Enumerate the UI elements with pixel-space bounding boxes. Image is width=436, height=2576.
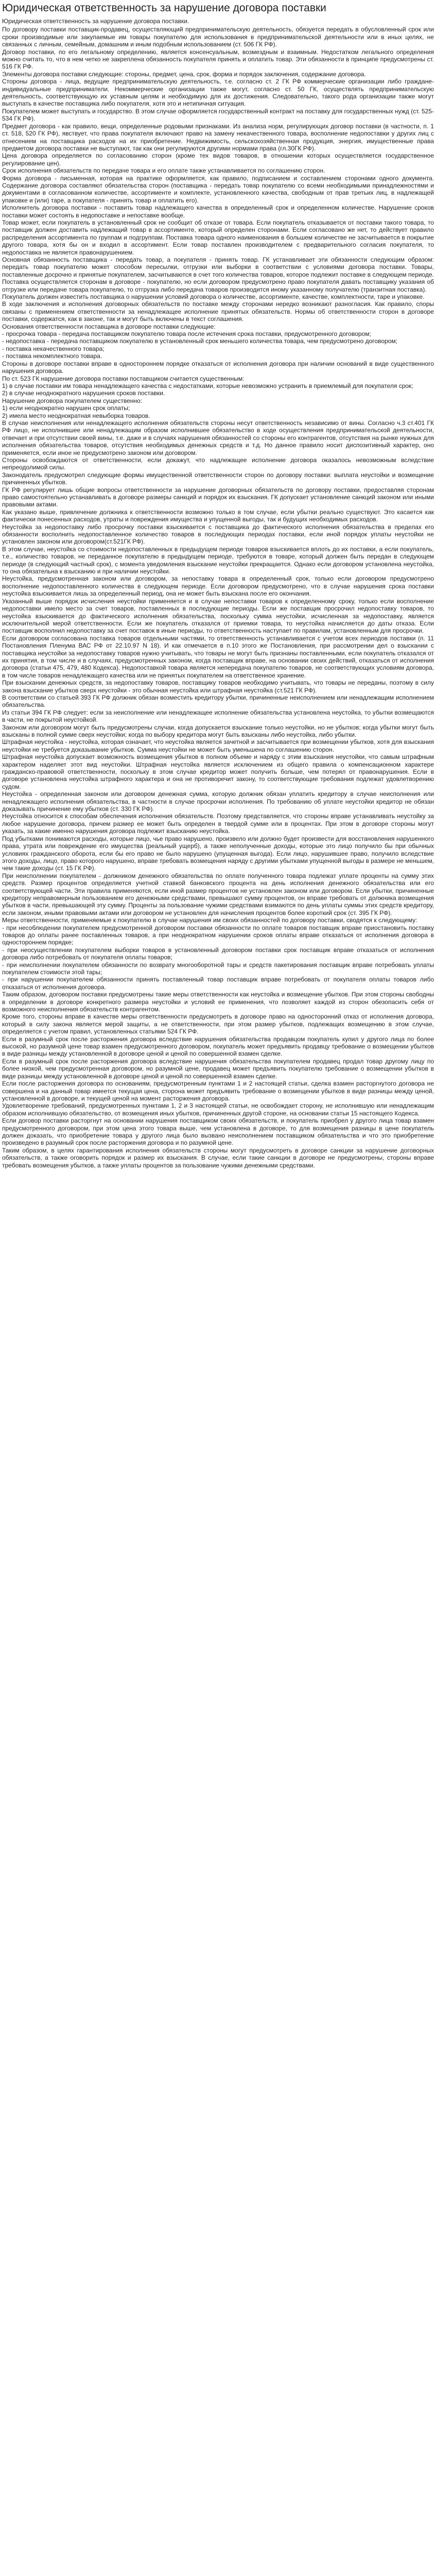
article-paragraph: Удовлетворение требований, предусмотренных пунктами 1, 2 и 3 настоящей статьи, не освобождает сторону, не исполнившую или ненадлежащим образом исполнившую обязательство, от возмещения иных убытков, причиненных другой стороне, на основании статьи 15 настоящего Кодекса. [2,1102,434,1117]
article-paragraph: В ходе заключения и исполнения договорных обязательств по поставке между сторонами нередко возникают разногласия. Как правило, споры связаны с применением ответственности за ненадлежащее исполнение принятых обязательств. Нормы об ответственности сторон в договоре поставки, содержатся, как в законе, так и могут быть включены в текст соглашения. [2,300,434,323]
article-paragraph: - просрочка товара - передача поставщиком покупателю товара после истечения срока поставки, предусмотренного договором; [2,330,371,338]
article-paragraph: Неустойка за недопоставку либо просрочку поставки взыскивается с поставщика до фактического исполнения обязательства в пределах его обязанности восполнить недопоставленное количество товаров в последующих периодах поставки, если иной порядок уплаты неустойки не установлен законом или договором(ст.521ГК РФ). [2,523,434,546]
article-paragraph: - поставка некомплектного товара. [2,352,102,360]
article-paragraph: Штрафная неустойка - неустойка, которая означает, что неустойка является зачетной и засчитывается при возмещении убытков, хотя для взыскания неустойки не требуется доказывание убытков. Сумма неустойки не может быть уменьшена по соглашению сторон. [2,738,434,753]
article-paragraph: Нарушение договора покупателем существенно: [2,397,143,404]
article-paragraph: Законом или договором могут быть предусмотрены случаи, когда допускается взыскание только неустойки, но не убытков; когда убытки могут быть взысканы в полной сумме сверх неустойки; когда по выбору кредитора могут быть взысканы либо неустойка, либо убытки. [2,723,434,738]
article-page [0,0,436,1169]
article-paragraph: - при несоблюдении покупателем предусмотренной договором поставки обязанности по оплате товаров поставщик вправе приостановить поставку товаров до оплаты ранее поставленных товаров, а при неоднократном нарушении сроков оплаты вправе отказаться от исполнения договора в одностороннем порядке; [2,924,434,946]
article-paragraph: - недопоставка - передача поставщиком покупателю в установленный срок меньшего количества товара, чем предусмотрено договором; [2,337,397,345]
article-paragraph: Таким образом, договором поставки предусмотрены такие меры ответственности как неустойка и возмещение убытков. При этом стороны свободны в определении в договоре конкретного размера неустойки и условий ее применения, что позволяет каждой из сторон обезопасить себя от возможного неисполнения обязательств контрагентом. [2,991,434,1013]
article-paragraph: Если после расторжения договора по основаниям, предусмотренным пунктами 1 и 2 настоящей статьи, сделка взамен расторгнутого договора не совершена и на данный товар имеется текущая цена, сторона может предъявить требование о возмещении убытков в виде разницы между ценой, установленной в договоре, и текущей ценой на момент расторжения договора. [2,1080,434,1102]
article-paragraph: Цена договора определяется по согласованию сторон (кроме тех видов товаров, в отношении которых осуществляется государственное регулирование цен). [2,152,434,167]
article-paragraph: Исполнитель договора поставки - поставить товар надлежащего качества в определенный срок и определенном количестве. Нарушение сроков поставки может состоять в недопоставке и непоставке вообще. [2,204,434,219]
article-paragraph: Как указано выше, привлечение должника к ответственности возможно только в том случае, если убытки реально существуют. Это касается как фактически понесенных расходов, утраты и повреждения имущества и упущенной выгоды, так и будущих необходимых расходов. [2,508,434,523]
article-paragraph: 1) в случае поставки им товара ненадлежащего качества с недостатками, которые невозможно устранить в приемлемый для покупателя срок; [2,382,413,389]
article-paragraph: Законодатель предусмотрел следующие формы имущественной ответственности сторон по договору поставки: выплата неустойки и возмещение причиненных убытков. [2,471,434,486]
article-paragraph: Товар может, если покупатель в установленный срок не сообщит об отказе от товара. Если покупатель отказывается от поставки такого товара, то поставщик должен доставить надлежащий товар в ассортименте, который определен сторонами. Если согласовано же нет, то действует правило распределения ассортимента по группам и подгруппам. Поставка товара одного наименования в большем количестве не засчитывается в покрытие другого товара, хотя бы он и входил в ассортимент. Если товар поставлен производителем с предварительного согласия покупателя, то недопоставка не является правонарушением. [2,218,434,256]
article-paragraph: Если в разумный срок после расторжения договора вследствие нарушения обязательства продавцом покупатель купил у другого лица по более высокой, но разумной цене товар взамен предусмотренного договором, покупатель может предъявить продавцу требование о возмещении убытков в виде разницы между установленной в договоре ценой и ценой по совершенной взамен сделке. [2,1035,434,1058]
article-paragraph: По ст. 523 ГК нарушение договора поставки поставщиком считается существенным: [2,375,245,382]
page-title: Юридическая ответственность за нарушение договора поставки [2,2,326,14]
article-paragraph: В случае неисполнения или ненадлежащего исполнения обязательств стороны несут ответственность независимо от вины. Согласно ч.3 ст.401 ГК РФ лицо, не исполнившее или ненадлежащим образом исполнившее обязательство в ходе осуществления предпринимательской деятельности, отвечает и при отсутствии своей вины, т.е. даже и в случаях нарушения обязанностей со стороны его контрагентов, отсутствия на рынке нужных для исполнения обязательства товаров, отсутствия необходимых денежных средств и т.д. Но данное правило носит диспозитивный характер, оно применяется, если иное не предусмотрено законом или договором. [2,419,434,456]
article-paragraph: 2) имела место неоднократная невыборка товаров. [2,412,150,419]
article-paragraph: Под убытками понимаются расходы, которые лицо, чье право нарушено, произвело или должно будет произвести для восстановления нарушенного права, утрата или повреждение его имущества (реальный ущерб), а также неполученные доходы, которые это лицо получило бы при обычных условиях гражданского оборота, если бы его право не было нарушено (упущенная выгода). Если лицо, нарушившее право, получило вследствие этого доходы, лицо, право которого нарушено, вправе требовать возмещения наряду с другими убытками упущенной выгоды в размере не меньшем, чем такие доходы (ст. 15 ГК РФ). [2,835,434,872]
article-paragraph: ГК РФ регулирует лишь общие вопросы ответственности за нарушение договорных обязательств по договору поставки, предоставляя сторонам право самостоятельно устанавливать в договоре размеры санкций и порядок их взыскания. ГК допускает установление санкций законом или иными правовыми актами. [2,486,434,509]
article-paragraph: Штрафная неустойка допускает возможность возмещения убытков в полном объеме и наряду с этим взыскания неустойки, что самым штрафным характером наделяет этот вид неустойки. Штрафная неустойка является исключением из общего правила о компенсационном характере гражданско-правовой ответственности, поскольку в этом случае кредитор может получить больше, чем потерял от правонарушения. Если в договоре установлена неустойка штрафного характера и она не противоречит закону, то соответствующие требования подлежат удовлетворению судом. [2,753,434,790]
article-paragraph: Покупатель должен известить поставщика о нарушении условий договора о количестве, ассортименте, качестве, комплектности, таре и упаковке. [2,293,425,301]
article-paragraph: Стороны договора - лица, ведущие предпринимательскую деятельность, т.е. согласно ст. 2 ГК РФ коммерческие организации либо граждане-индивидуальные предприниматели. Некоммерческие организации также могут, согласно ст. 50 ГК, осуществлять предпринимательскую деятельность, соответствующую их уставным целям и необходимую для их достижения. Следовательно, такого рода организации также могут выступать в качестве поставщика либо покупателя, хотя это и нетипичная ситуация. [2,78,434,108]
article-paragraph: Если в разумный срок после расторжения договора вследствие нарушения обязательства покупателем продавец продал товар другому лицу по более низкой, чем предусмотренная договором, но разумной цене, продавец может предъявить покупателю требование о возмещении убытков в виде разницы между установленной в договоре ценой и ценой по совершенной взамен сделке. [2,1057,434,1080]
article-paragraph: Из статьи 394 ГК РФ следует: если за неисполнение или ненадлежащее исполнение обязательства установлена неустойка, то убытки возмещаются в части, не покрытой неустойкой. [2,708,434,724]
article-paragraph: Основная обязанность поставщика - передать товар, а покупателя - принять товар. ГК устанавливает эти обязанности следующим образом: передать товар покупателю может способом пересылки, отгрузки или выборки в соответствии с условиями договора поставки. Товары, поставленные досрочно и принятые покупателем, засчитываются в счет того количества товаров, которое подлежит поставке в следующем периоде. Поставка осуществляется сторонам в договоре - покупателю, но если договором предусмотрено право покупателя давать поставщику указания об отгрузке или передаче товара покупателю, то отгрузка либо передача товаров производится иному указанному получателю (транзитная поставка). [2,256,434,293]
article-paragraph: В соответствии со статьей 393 ГК РФ должник обязан возместить кредитору убытки, причиненные неисполнением или ненадлежащим исполнением обязательства. [2,693,434,709]
article-paragraph: Договор поставки, по его легальному определению, является консенсуальным, возмездным и взаимным. Недостатком легального определения можно считать то, что в нем четко не закреплена обязанность покупателя принять и оплатить товар. Эти обязанности в принципе предусмотрены ст. 516 ГК РФ. [2,48,434,71]
article-paragraph: Стороны в договоре поставки вправе в одностороннем порядке отказаться от исполнения договора при наличии оснований в виде существенного нарушения договора. [2,360,434,375]
article-paragraph: Если договор поставки расторгнут на основании нарушения поставщиком своих обязательств, и покупатель приобрел у другого лица товар взамен предусмотренного договором, при этом цена этого товара выше, чем установлена в договоре, то для возмещения разницы в цене покупатель должен доказать, что приобретение товара у другого лица было вызвано неисполнением поставщиком обязательства и что это приобретение произведено в разумный срок после расторжения договора и по разумной цене. [2,1117,434,1147]
article-paragraph: Неустойка - определенная законом или договором денежная сумма, которую должник обязан уплатить кредитору в случае неисполнения или ненадлежащего исполнения обязательства, в частности в случае просрочки исполнения. По требованию об уплате неустойки кредитор не обязан доказывать причинение ему убытков (ст. 330 ГК РФ). [2,790,434,813]
article-paragraph: При взыскании денежных средств, за недопоставку товаров, поставщику товаров необходимо учитывать, что товары не переданы, поэтому в силу закона взыскание убытков сверх неустойки - это обычная неустойка или штрафная неустойка (ст.521 ГК РФ). [2,679,434,694]
article-paragraph: Кроме того, стороны вправе в качестве меры ответственности предусмотреть в договоре право на односторонний отказ от исполнения договора, который в силу закона является мерой защиты, а не ответственности, при этом размер убытков, подлежащих возмещению в этом случае, определяется с учетом правил, установленных статьями 524 ГК РФ. [2,1013,434,1036]
article-paragraph: - при неосуществлении покупателем выборки товаров в установленный договором поставки срок поставщик вправе отказаться от исполнения договора либо потребовать от покупателя оплаты товаров; [2,946,434,961]
article-paragraph: Если договором согласована поставка товаров отдельными частями, то ответственность устанавливается с учетом всех периодов поставки (п. 11 Постановления Пленума ВАС РФ от 22.10.97 N 18). И как отмечается в п.10 этого же Постановления, при рассмотрении дел о взыскании с поставщика неустойки за недопоставку товаров нужно учитывать, что товары не могут быть признаны поставленными, если покупатель отказался от их принятия, в том числе и в случаях, предусмотренных законом, когда поставщик вправе, на основании своих действий, отказаться от исполнения договора (статьи 475, 479, 480 Кодекса). Недопоставкой товара является непередача покупателю товаров, не соответствующих условиям договора, в том числе товаров ненадлежащего качества или не принятых покупателем на ответственное хранение. [2,634,434,679]
article-paragraph: При неисполнении покупателем - должником денежного обязательства по оплате полученного товара подлежат уплате проценты на сумму этих средств. Размер процентов определяется учетной ставкой банковского процента на день исполнения денежного обязательства или его соответствующей части. Эти правила применяются, если иной размер процентов не установлен законом или договором. Если убытки, причиненные кредитору неправомерным пользованием его денежными средствами, превышают сумму процентов, он вправе требовать от должника возмещения убытков в части, превышающей эту сумму. Проценты за пользование чужими средствами взимаются по день уплаты суммы этих средств кредитору, если законом, иными правовыми актами или договором не установлен для начисления процентов более короткий срок (ст. 395 ГК РФ). [2,872,434,917]
article-paragraph: В этом случае, неустойка со стоимости недопоставленных в предыдущем периоде товаров взыскивается вплоть до их поставки, а если покупатель, т.е., количество товаров, не переданное покупателю в предыдущем периоде, требуются в товаре, который должен быть передан в следующем периоде (в следующий частный срок), с момента уведомления взыскание неустойки прекращается. Однако если договором установлена неустойка, то она обязательна к взысканию и при наличии неустойки. [2,545,434,575]
article-paragraph: Форма договора - письменная, которая на практике оформляется, как правило, подписанием и составлением сторонами одного документа. Содержание договора составляют обязательства сторон (поставщика - передать товар покупателю со всеми необходимыми принадлежностями и документами в согласованном количестве, ассортименте и комплекте, установленного качества, свободным от прав третьих лиц, в надлежащей упаковке и (или) таре, а покупателя - принять товар и оплатить его). [2,174,434,204]
article-paragraph: - при нарушении покупателем обязанности принять поставленный товар поставщик вправе потребовать от покупателя оплаты товаров либо отказаться от исполнения договора. [2,976,434,991]
article-paragraph: Неустойка относится к способам обеспечения исполнения обязательств. Поэтому представляется, что стороны вправе устанавливать неустойку за любое нарушение договора, причем размер ее может быть определен в твердой сумме или в процентах. При этом в договоре стороны могут указать, за какие именно нарушения договора подлежит взысканию неустойка. [2,812,434,835]
article-paragraph: Меры ответственности, применяемые к покупателю в случае нарушения им своих обязанностей по договору поставки, сводятся к следующему: [2,917,417,924]
article-body [2,26,434,1169]
article-paragraph: - при неисполнении покупателем обязанности по возврату многооборотной тары и средств пакетирования поставщик вправе потребовать уплаты покупателем стоимости этой тары; [2,961,434,976]
article-paragraph: Элементы договора поставки следующие: стороны, предмет, цена, срок, форма и порядок заключения, содержание договора. [2,70,366,78]
article-paragraph: Покупателем может выступать и государство. В этом случае оформляется государственный контракт на поставку для государственных нужд (ст. 525-534 ГК РФ). [2,107,434,123]
article-subtitle: Юридическая ответственность за нарушение договора поставки. [2,18,189,25]
article-paragraph: Таким образом, в целях гарантирования исполнения обязательств стороны могут предусмотреть в договоре санкции за нарушение договорных обязательств, а также оговорить порядок и размер их взыскания. В случае, если такие санкции в договоре не предусмотрены, стороны вправе требовать возмещения убытков, а также уплаты процентов за пользование чужими денежными средствами. [2,1146,434,1169]
article-paragraph: Указанный выше порядок исчисления неустойки применяется и в случае непоставки товаров к определенному сроку, только если восполнение недопоставки имело место за счет товаров, поставленных в последующие периоды. Если же поставщик просрочил недопоставку товаров, то неустойка взыскивается до фактического исполнения обязательства, поскольку сумма неустойки, исчисленная за недопоставку, является исключительной мерой ответственности. Если же покупатель отказался от приемки товара, то неустойка начисляется до даты отказа. Если поставщик восполнил недопоставку за счет поставок в иные периоды, то ответственность наступает по правилам, установленным для просрочки. [2,597,434,635]
article-paragraph: Основания ответственности поставщика в договоре поставки следующие: [2,323,216,330]
article-paragraph: Срок исполнения обязательств по передаче товара и его оплате также устанавливается по соглашению сторон. [2,167,325,175]
article-paragraph: 1) если неоднократно нарушен срок оплаты; [2,404,130,412]
article-paragraph: По договору поставки поставщик-продавец, осуществляющий предпринимательскую деятельность, обязуется передать в обусловленный срок или сроки производимые или закупаемые им товары покупателю для использования в предпринимательской деятельности или в иных целях, не связанных с личным, семейным, домашним и иным подобным использованием (ст. 506 ГК РФ). [2,26,434,48]
article-paragraph: Стороны освобождаются от ответственности, если докажут, что надлежащее исполнение договора оказалось невозможным вследствие непреодолимой силы. [2,456,434,471]
article-paragraph: 2) в случае неоднократного нарушения сроков поставки. [2,389,165,397]
article-paragraph: - поставка некачественного товара; [2,345,104,352]
article-paragraph: Предмет договора - как правило, вещи, определенные родовыми признаками. Из анализа норм, регулирующих договор поставки (в частности, п. 1 ст. 518, 520 ГК РФ), явствует, что права покупателя включают право на замену некачественного товара, восполнение недопоставки у других лиц с отнесением на поставщика расходов на их приобретение. Недвижимость, сельскохозяйственная продукция, энергия, имущественные права предметом договора поставки не выступают, так как они регулируются другими нормами права (гл.30ГК РФ). [2,122,434,152]
article-paragraph: Неустойка, предусмотренная законом или договором, за непоставку товара в определенный срок, только если договором предусмотрено восполнение недопоставленного количества в следующем периоде. Если договором предусмотрено, что в случае нарушения срока поставки неустойка взыскивается лишь за определенный период, она не может быть взыскана после его окончания. [2,575,434,598]
